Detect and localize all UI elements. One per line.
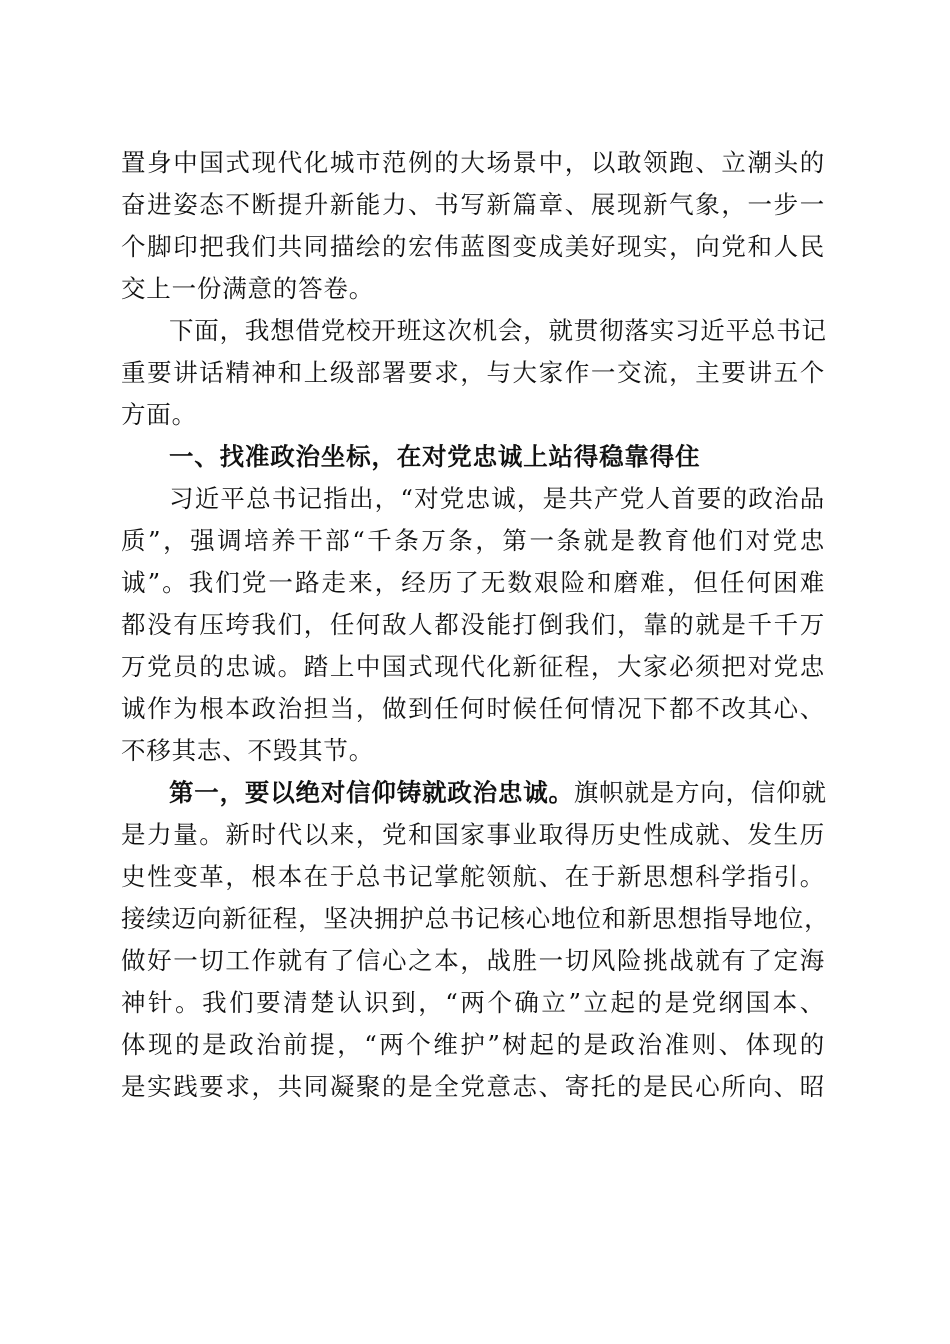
text-line: 质”，强调培养干部“千条万条，第一条就是教育他们对党忠 — [121, 526, 825, 555]
paragraph-2 — [121, 310, 825, 436]
text-line: 交上一份满意的答卷。 — [121, 274, 374, 303]
paragraph-1 — [121, 142, 825, 310]
text-line: 方面。 — [121, 400, 197, 429]
text-line: 体现的是政治前提，“两个维护”树起的是政治准则、体现的 — [121, 1030, 825, 1059]
paragraph-3 — [121, 478, 825, 772]
text-line: 诚”。我们党一路走来，经历了无数艰险和磨难，但任何困难 — [121, 568, 825, 597]
text-line: 个脚印把我们共同描绘的宏伟蓝图变成美好现实，向党和人民 — [121, 232, 825, 261]
text-line: 不移其志、不毁其节。 — [121, 736, 374, 765]
text-line: 史性变革，根本在于总书记掌舵领航、在于新思想科学指引。 — [121, 862, 825, 891]
text-line — [121, 772, 825, 814]
text-line: 置身中国式现代化城市范例的大场景中，以敢领跑、立潮头的 — [121, 148, 825, 177]
section-heading-1 — [121, 436, 825, 478]
paragraph-lead: 第一，要以绝对信仰铸就政治忠诚。 — [169, 778, 574, 807]
text-line: 是实践要求，共同凝聚的是全党意志、寄托的是民心所向、昭 — [121, 1072, 825, 1101]
heading-text: 一、找准政治坐标，在对党忠诚上站得稳靠得住 — [169, 442, 701, 471]
text-line: 接续迈向新征程，坚决拥护总书记核心地位和新思想指导地位， — [121, 904, 830, 933]
paragraph-4 — [121, 772, 830, 1108]
document-body — [121, 142, 830, 1108]
text-line: 习近平总书记指出，“对党忠诚，是共产党人首要的政治品 — [169, 484, 825, 513]
text-line: 重要讲话精神和上级部署要求，与大家作一交流，主要讲五个 — [121, 358, 825, 387]
text-line: 是力量。新时代以来，党和国家事业取得历史性成就、发生历 — [121, 820, 825, 849]
text-line: 做好一切工作就有了信心之本，战胜一切风险挑战就有了定海 — [121, 946, 825, 975]
text-line: 诚作为根本政治担当，做到任何时候任何情况下都不改其心、 — [121, 694, 825, 723]
text-line: 万党员的忠诚。踏上中国式现代化新征程，大家必须把对党忠 — [121, 652, 825, 681]
text-fragment: 旗帜就是方向，信仰就 — [573, 778, 827, 807]
text-line: 神针。我们要清楚认识到，“两个确立”立起的是党纲国本、 — [121, 988, 825, 1017]
text-line: 奋进姿态不断提升新能力、书写新篇章、展现新气象，一步一 — [121, 190, 825, 219]
text-line: 都没有压垮我们，任何敌人都没能打倒我们，靠的就是千千万 — [121, 610, 825, 639]
text-line: 下面，我想借党校开班这次机会，就贯彻落实习近平总书记 — [169, 316, 827, 345]
